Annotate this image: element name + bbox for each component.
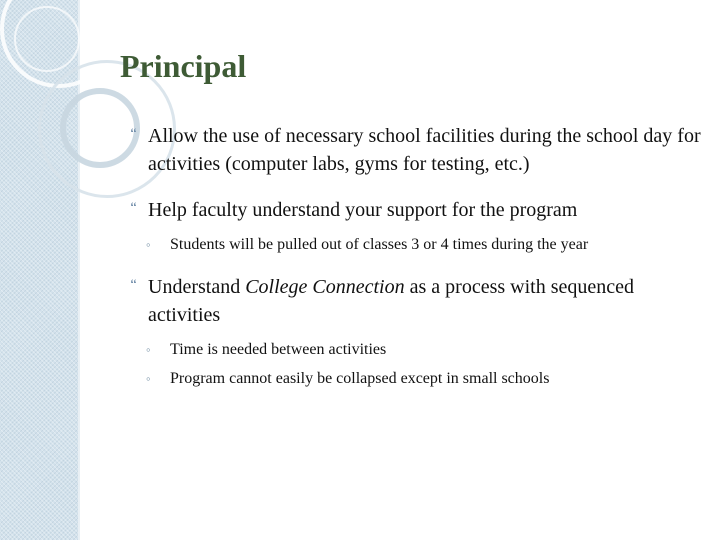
slide-title: Principal bbox=[120, 48, 247, 84]
bullet-text: Help faculty understand your support for the program bbox=[148, 199, 578, 221]
bullet-item bbox=[130, 273, 705, 329]
bullet-icon: 🙶 bbox=[130, 279, 137, 294]
sub-bullet-icon: ◦ bbox=[146, 371, 151, 386]
slide-content bbox=[130, 122, 705, 393]
sub-bullet-text: Program cannot easily be collapsed except in small schools bbox=[170, 370, 550, 387]
sub-bullet-item bbox=[130, 335, 705, 364]
bullet-text-start: Understand bbox=[148, 276, 246, 298]
sub-bullet-text: Students will be pulled out of classes 3 or 4 times during the year bbox=[170, 236, 589, 253]
sub-bullet-item bbox=[130, 230, 705, 259]
bullet-text-emphasis: College Connection bbox=[245, 276, 405, 298]
bullet-text: Allow the use of necessary school facilities during the school day for activities (computer labs, gyms for testing, etc.) bbox=[148, 125, 701, 175]
decorative-ring bbox=[14, 6, 80, 72]
bullet-item bbox=[130, 196, 705, 224]
bullet-icon: 🙶 bbox=[130, 202, 137, 217]
sub-bullet-item bbox=[130, 364, 705, 393]
sub-bullet-icon: ◦ bbox=[146, 342, 151, 357]
bullet-icon: 🙶 bbox=[130, 128, 137, 143]
sub-bullet-icon: ◦ bbox=[146, 237, 151, 252]
bullet-item bbox=[130, 122, 705, 178]
sub-bullet-text: Time is needed between activities bbox=[170, 341, 387, 358]
bullet-text-end: as a process with sequenced activities bbox=[148, 276, 634, 326]
